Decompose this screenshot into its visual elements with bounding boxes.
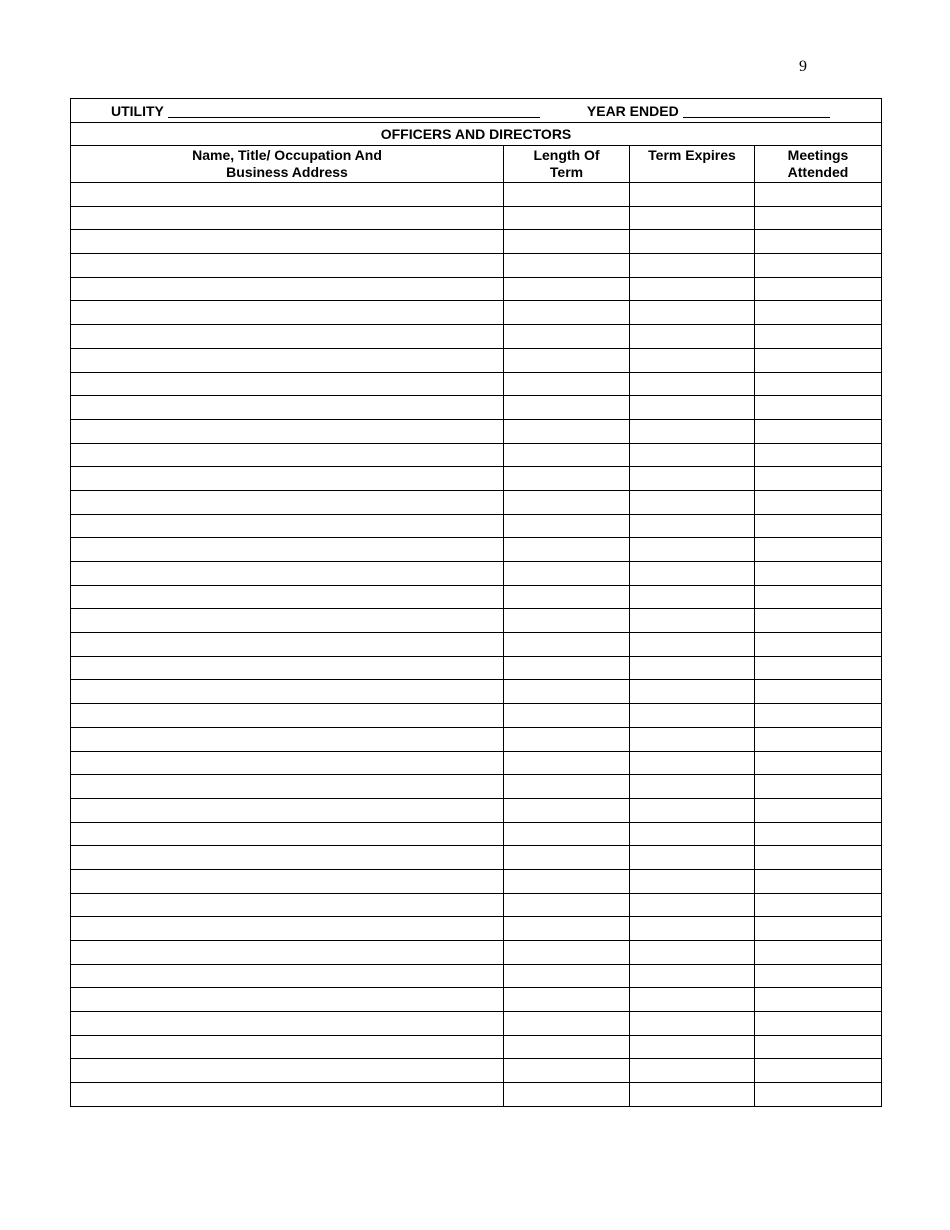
- entry-term-expires-cell[interactable]: [630, 1083, 755, 1107]
- entry-term-expires-cell[interactable]: [630, 325, 755, 349]
- section-title-row: [71, 123, 882, 146]
- entry-length-of-term-cell[interactable]: [504, 277, 630, 301]
- table-row: [71, 467, 882, 491]
- entry-name-cell[interactable]: [71, 490, 504, 514]
- table-row: [71, 206, 882, 230]
- entry-term-expires-cell[interactable]: [630, 941, 755, 965]
- entry-meetings-attended-cell[interactable]: [755, 206, 882, 230]
- entry-meetings-attended-cell[interactable]: [755, 443, 882, 467]
- entry-length-of-term-cell[interactable]: [504, 348, 630, 372]
- entry-length-of-term-cell[interactable]: [504, 206, 630, 230]
- entry-term-expires-cell[interactable]: [630, 183, 755, 207]
- table-row: [71, 230, 882, 254]
- table-row: [71, 798, 882, 822]
- entry-term-expires-cell[interactable]: [630, 727, 755, 751]
- entry-length-of-term-cell[interactable]: [504, 562, 630, 586]
- entry-term-expires-cell[interactable]: [630, 988, 755, 1012]
- entry-length-of-term-cell[interactable]: [504, 230, 630, 254]
- entry-name-cell[interactable]: [71, 585, 504, 609]
- entry-name-cell[interactable]: [71, 704, 504, 728]
- column-header-length-line2: Term: [549, 164, 584, 180]
- entry-meetings-attended-cell[interactable]: [755, 325, 882, 349]
- entry-name-cell[interactable]: [71, 751, 504, 775]
- entry-term-expires-cell[interactable]: [630, 467, 755, 491]
- entry-name-cell[interactable]: [71, 869, 504, 893]
- entry-length-of-term-cell[interactable]: [504, 633, 630, 657]
- entry-meetings-attended-cell[interactable]: [755, 230, 882, 254]
- entry-term-expires-cell[interactable]: [630, 751, 755, 775]
- entry-name-cell[interactable]: [71, 230, 504, 254]
- entry-length-of-term-cell[interactable]: [504, 1012, 630, 1036]
- table-row: [71, 301, 882, 325]
- column-header-length-line1: Length Of: [533, 147, 600, 163]
- page-number: 9: [799, 58, 807, 75]
- entry-length-of-term-cell[interactable]: [504, 751, 630, 775]
- column-header-length-of-term: [504, 146, 630, 183]
- table-row: [71, 1035, 882, 1059]
- table-row: [71, 893, 882, 917]
- entry-term-expires-cell[interactable]: [630, 846, 755, 870]
- entry-length-of-term-cell[interactable]: [504, 325, 630, 349]
- table-row: [71, 514, 882, 538]
- entry-term-expires-cell[interactable]: [630, 490, 755, 514]
- table-row: [71, 1083, 882, 1107]
- entry-term-expires-cell[interactable]: [630, 798, 755, 822]
- entry-meetings-attended-cell[interactable]: [755, 183, 882, 207]
- entry-term-expires-cell[interactable]: [630, 633, 755, 657]
- entry-meetings-attended-cell[interactable]: [755, 727, 882, 751]
- entry-term-expires-cell[interactable]: [630, 822, 755, 846]
- entry-name-cell[interactable]: [71, 325, 504, 349]
- entry-length-of-term-cell[interactable]: [504, 467, 630, 491]
- table-row: [71, 704, 882, 728]
- table-row: [71, 325, 882, 349]
- entry-meetings-attended-cell[interactable]: [755, 254, 882, 278]
- entry-term-expires-cell[interactable]: [630, 372, 755, 396]
- table-row: [71, 633, 882, 657]
- column-header-row: [71, 146, 882, 183]
- entry-term-expires-cell[interactable]: [630, 609, 755, 633]
- entry-name-cell[interactable]: [71, 254, 504, 278]
- entry-name-cell[interactable]: [71, 1035, 504, 1059]
- entry-name-cell[interactable]: [71, 301, 504, 325]
- column-header-name-line1: Name, Title/ Occupation And: [192, 147, 382, 163]
- table-row: [71, 562, 882, 586]
- entry-name-cell[interactable]: [71, 183, 504, 207]
- table-row: [71, 988, 882, 1012]
- entry-name-cell[interactable]: [71, 917, 504, 941]
- entry-term-expires-cell[interactable]: [630, 1012, 755, 1036]
- entry-name-cell[interactable]: [71, 941, 504, 965]
- entry-length-of-term-cell[interactable]: [504, 988, 630, 1012]
- entry-name-cell[interactable]: [71, 1012, 504, 1036]
- entry-name-cell[interactable]: [71, 1083, 504, 1107]
- table-row: [71, 277, 882, 301]
- entry-term-expires-cell[interactable]: [630, 254, 755, 278]
- entry-term-expires-cell[interactable]: [630, 964, 755, 988]
- entry-term-expires-cell[interactable]: [630, 562, 755, 586]
- entry-length-of-term-cell[interactable]: [504, 609, 630, 633]
- entry-length-of-term-cell[interactable]: [504, 846, 630, 870]
- year-ended-label: YEAR ENDED: [586, 102, 679, 119]
- table-row: [71, 443, 882, 467]
- entry-name-cell[interactable]: [71, 964, 504, 988]
- entry-meetings-attended-cell[interactable]: [755, 846, 882, 870]
- entry-length-of-term-cell[interactable]: [504, 893, 630, 917]
- entry-length-of-term-cell[interactable]: [504, 727, 630, 751]
- entry-name-cell[interactable]: [71, 277, 504, 301]
- entry-meetings-attended-cell[interactable]: [755, 656, 882, 680]
- entry-length-of-term-cell[interactable]: [504, 183, 630, 207]
- entry-length-of-term-cell[interactable]: [504, 443, 630, 467]
- entry-term-expires-cell[interactable]: [630, 680, 755, 704]
- table-row: [71, 680, 882, 704]
- table-row: [71, 1059, 882, 1083]
- column-header-term-expires-line1: Term Expires: [648, 147, 736, 163]
- entry-name-cell[interactable]: [71, 775, 504, 799]
- table-row: [71, 490, 882, 514]
- entry-term-expires-cell[interactable]: [630, 538, 755, 562]
- table-row: [71, 419, 882, 443]
- entry-meetings-attended-cell[interactable]: [755, 396, 882, 420]
- table-row: [71, 609, 882, 633]
- entry-meetings-attended-cell[interactable]: [755, 869, 882, 893]
- entry-length-of-term-cell[interactable]: [504, 822, 630, 846]
- entry-meetings-attended-cell[interactable]: [755, 1083, 882, 1107]
- entry-meetings-attended-cell[interactable]: [755, 798, 882, 822]
- entry-name-cell[interactable]: [71, 514, 504, 538]
- table-row: [71, 869, 882, 893]
- entry-meetings-attended-cell[interactable]: [755, 633, 882, 657]
- entry-meetings-attended-cell[interactable]: [755, 822, 882, 846]
- entry-length-of-term-cell[interactable]: [504, 680, 630, 704]
- table-row: [71, 1012, 882, 1036]
- entry-length-of-term-cell[interactable]: [504, 704, 630, 728]
- entry-length-of-term-cell[interactable]: [504, 798, 630, 822]
- column-header-meetings-line1: Meetings: [787, 147, 849, 163]
- entry-length-of-term-cell[interactable]: [504, 869, 630, 893]
- table-row: [71, 254, 882, 278]
- entry-name-cell[interactable]: [71, 1059, 504, 1083]
- table-row: [71, 822, 882, 846]
- entry-name-cell[interactable]: [71, 396, 504, 420]
- entry-meetings-attended-cell[interactable]: [755, 538, 882, 562]
- entry-name-cell[interactable]: [71, 798, 504, 822]
- entry-name-cell[interactable]: [71, 656, 504, 680]
- table-row: [71, 964, 882, 988]
- entry-meetings-attended-cell[interactable]: [755, 941, 882, 965]
- entry-length-of-term-cell[interactable]: [504, 656, 630, 680]
- entry-name-cell[interactable]: [71, 988, 504, 1012]
- officers-directors-form: [70, 98, 882, 1107]
- entry-term-expires-cell[interactable]: [630, 656, 755, 680]
- entry-length-of-term-cell[interactable]: [504, 917, 630, 941]
- entry-length-of-term-cell[interactable]: [504, 538, 630, 562]
- entry-term-expires-cell[interactable]: [630, 917, 755, 941]
- entry-meetings-attended-cell[interactable]: [755, 490, 882, 514]
- entry-meetings-attended-cell[interactable]: [755, 277, 882, 301]
- entry-length-of-term-cell[interactable]: [504, 1059, 630, 1083]
- utility-field[interactable]: [168, 104, 540, 118]
- entry-name-cell[interactable]: [71, 633, 504, 657]
- entry-meetings-attended-cell[interactable]: [755, 1035, 882, 1059]
- entry-term-expires-cell[interactable]: [630, 514, 755, 538]
- column-header-meetings-attended: [755, 146, 882, 183]
- table-row: [71, 538, 882, 562]
- entry-meetings-attended-cell[interactable]: [755, 964, 882, 988]
- table-row: [71, 846, 882, 870]
- entry-term-expires-cell[interactable]: [630, 893, 755, 917]
- utility-label: UTILITY: [111, 102, 164, 119]
- entry-meetings-attended-cell[interactable]: [755, 419, 882, 443]
- entry-length-of-term-cell[interactable]: [504, 396, 630, 420]
- entry-name-cell[interactable]: [71, 893, 504, 917]
- entry-name-cell[interactable]: [71, 348, 504, 372]
- column-header-name: [71, 146, 504, 183]
- entry-term-expires-cell[interactable]: [630, 1035, 755, 1059]
- entry-length-of-term-cell[interactable]: [504, 419, 630, 443]
- entry-term-expires-cell[interactable]: [630, 869, 755, 893]
- entry-meetings-attended-cell[interactable]: [755, 467, 882, 491]
- table-row: [71, 751, 882, 775]
- table-row: [71, 775, 882, 799]
- entry-name-cell[interactable]: [71, 846, 504, 870]
- entry-length-of-term-cell[interactable]: [504, 490, 630, 514]
- entry-meetings-attended-cell[interactable]: [755, 893, 882, 917]
- table-row: [71, 917, 882, 941]
- entry-term-expires-cell[interactable]: [630, 301, 755, 325]
- table-row: [71, 396, 882, 420]
- entry-length-of-term-cell[interactable]: [504, 1083, 630, 1107]
- table-row: [71, 656, 882, 680]
- entry-name-cell[interactable]: [71, 727, 504, 751]
- entry-meetings-attended-cell[interactable]: [755, 562, 882, 586]
- year-ended-field[interactable]: [683, 104, 830, 118]
- entry-length-of-term-cell[interactable]: [504, 254, 630, 278]
- entry-meetings-attended-cell[interactable]: [755, 1012, 882, 1036]
- column-header-term-expires: [630, 146, 755, 183]
- section-title: OFFICERS AND DIRECTORS: [71, 123, 882, 146]
- entry-length-of-term-cell[interactable]: [504, 514, 630, 538]
- entry-length-of-term-cell[interactable]: [504, 941, 630, 965]
- entry-length-of-term-cell[interactable]: [504, 301, 630, 325]
- entry-length-of-term-cell[interactable]: [504, 585, 630, 609]
- entry-term-expires-cell[interactable]: [630, 230, 755, 254]
- entry-name-cell[interactable]: [71, 372, 504, 396]
- entry-name-cell[interactable]: [71, 609, 504, 633]
- table-row: [71, 183, 882, 207]
- entry-term-expires-cell[interactable]: [630, 206, 755, 230]
- column-header-name-line2: Business Address: [226, 164, 348, 180]
- table-row: [71, 941, 882, 965]
- column-header-meetings-line2: Attended: [787, 164, 849, 180]
- entry-name-cell[interactable]: [71, 443, 504, 467]
- entry-meetings-attended-cell[interactable]: [755, 680, 882, 704]
- entry-term-expires-cell[interactable]: [630, 277, 755, 301]
- entry-term-expires-cell[interactable]: [630, 775, 755, 799]
- entry-meetings-attended-cell[interactable]: [755, 301, 882, 325]
- entry-meetings-attended-cell[interactable]: [755, 348, 882, 372]
- entry-meetings-attended-cell[interactable]: [755, 514, 882, 538]
- entry-name-cell[interactable]: [71, 822, 504, 846]
- entry-meetings-attended-cell[interactable]: [755, 585, 882, 609]
- entry-name-cell[interactable]: [71, 680, 504, 704]
- entry-meetings-attended-cell[interactable]: [755, 1059, 882, 1083]
- entry-length-of-term-cell[interactable]: [504, 964, 630, 988]
- entry-meetings-attended-cell[interactable]: [755, 775, 882, 799]
- entry-meetings-attended-cell[interactable]: [755, 917, 882, 941]
- entry-length-of-term-cell[interactable]: [504, 372, 630, 396]
- entry-meetings-attended-cell[interactable]: [755, 704, 882, 728]
- table-row: [71, 727, 882, 751]
- entry-meetings-attended-cell[interactable]: [755, 751, 882, 775]
- table-row: [71, 585, 882, 609]
- entry-meetings-attended-cell[interactable]: [755, 609, 882, 633]
- entry-name-cell[interactable]: [71, 419, 504, 443]
- entry-name-cell[interactable]: [71, 206, 504, 230]
- entry-term-expires-cell[interactable]: [630, 585, 755, 609]
- entry-term-expires-cell[interactable]: [630, 419, 755, 443]
- entry-length-of-term-cell[interactable]: [504, 1035, 630, 1059]
- utility-header-row: [71, 99, 882, 123]
- utility-header-cell: [71, 99, 882, 123]
- entry-length-of-term-cell[interactable]: [504, 775, 630, 799]
- entry-name-cell[interactable]: [71, 467, 504, 491]
- table-row: [71, 348, 882, 372]
- entry-term-expires-cell[interactable]: [630, 1059, 755, 1083]
- entry-term-expires-cell[interactable]: [630, 396, 755, 420]
- table-row: [71, 372, 882, 396]
- entry-meetings-attended-cell[interactable]: [755, 372, 882, 396]
- entry-term-expires-cell[interactable]: [630, 704, 755, 728]
- entry-term-expires-cell[interactable]: [630, 443, 755, 467]
- entry-name-cell[interactable]: [71, 538, 504, 562]
- entry-term-expires-cell[interactable]: [630, 348, 755, 372]
- entry-meetings-attended-cell[interactable]: [755, 988, 882, 1012]
- entry-name-cell[interactable]: [71, 562, 504, 586]
